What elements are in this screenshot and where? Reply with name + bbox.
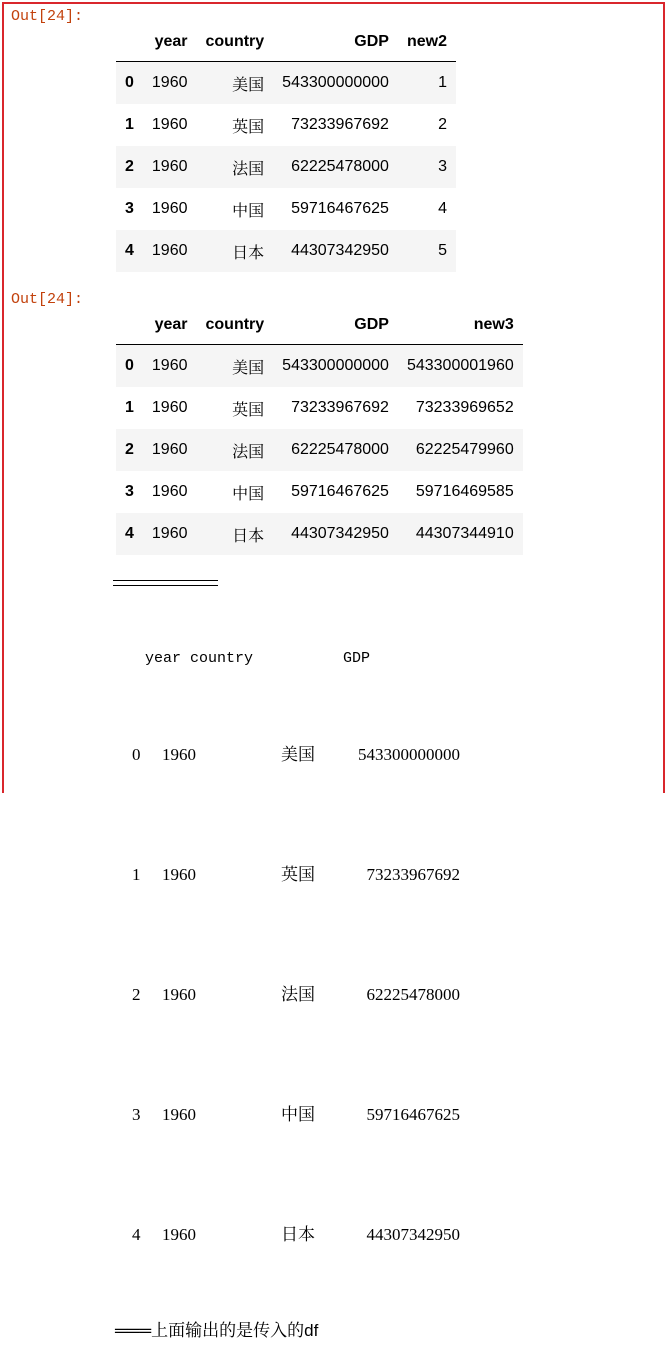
output-prompt-1: Out[24]: bbox=[11, 8, 84, 25]
column-header: new3 bbox=[398, 305, 523, 345]
column-header: country bbox=[197, 22, 274, 62]
new3-cell: 59716469585 bbox=[415, 483, 514, 500]
new2-cell: 5 bbox=[438, 242, 447, 259]
row-index: 1 bbox=[125, 116, 134, 133]
gdp-cell: 44307342950 bbox=[291, 525, 389, 542]
year-cell: 1960 bbox=[151, 483, 188, 500]
column-header: new2 bbox=[398, 22, 456, 62]
column-header: GDP bbox=[273, 22, 398, 62]
year-cell: 1960 bbox=[151, 74, 188, 91]
printed-year: 1960 bbox=[162, 745, 196, 764]
country-cell: 日本 bbox=[232, 244, 265, 262]
row-index: 1 bbox=[125, 399, 134, 416]
year-cell: 1960 bbox=[151, 158, 188, 175]
new3-cell: 543300001960 bbox=[406, 357, 514, 374]
printed-footer: ═══上面输出的是传入的df bbox=[115, 1321, 319, 1340]
column-header: GDP bbox=[273, 305, 398, 345]
output-prompt-2: Out[24]: bbox=[11, 291, 84, 308]
new2-cell: 3 bbox=[438, 158, 447, 175]
country-cell: 英国 bbox=[232, 118, 265, 136]
printed-row bbox=[115, 839, 460, 911]
printed-header: year country GDP bbox=[145, 650, 371, 667]
column-header: year bbox=[143, 305, 197, 345]
new2-cell: 1 bbox=[438, 74, 447, 91]
new3-cell: 44307344910 bbox=[415, 525, 514, 542]
printed-row bbox=[115, 1079, 460, 1151]
printed-gdp: 543300000000 bbox=[358, 745, 460, 764]
country-cell: 日本 bbox=[232, 527, 265, 545]
printed-row bbox=[115, 1199, 460, 1271]
gdp-cell: 73233967692 bbox=[291, 116, 389, 133]
year-cell: 1960 bbox=[151, 200, 188, 217]
gdp-cell: 62225478000 bbox=[291, 158, 389, 175]
gdp-cell: 59716467625 bbox=[291, 483, 389, 500]
table-row bbox=[116, 429, 523, 471]
separator-rule bbox=[113, 580, 218, 586]
gdp-cell: 44307342950 bbox=[291, 242, 389, 259]
printed-country: 法国 bbox=[281, 985, 315, 1004]
printed-gdp: 59716467625 bbox=[366, 1105, 460, 1124]
country-cell: 美国 bbox=[232, 359, 265, 377]
country-cell: 法国 bbox=[232, 443, 265, 461]
country-cell: 法国 bbox=[232, 160, 265, 178]
gdp-cell: 73233967692 bbox=[291, 399, 389, 416]
year-cell: 1960 bbox=[151, 357, 188, 374]
printed-index: 3 bbox=[132, 1105, 141, 1124]
table-row bbox=[116, 188, 456, 230]
new2-cell: 2 bbox=[438, 116, 447, 133]
column-header: country bbox=[197, 305, 274, 345]
row-index: 2 bbox=[125, 158, 134, 175]
new3-cell: 62225479960 bbox=[415, 441, 514, 458]
printed-dataframe bbox=[115, 599, 460, 1367]
dataframe-table-1 bbox=[116, 22, 456, 272]
row-index: 0 bbox=[125, 357, 134, 374]
table-row bbox=[116, 513, 523, 555]
gdp-cell: 59716467625 bbox=[291, 200, 389, 217]
printed-row bbox=[115, 959, 460, 1031]
row-index: 4 bbox=[125, 525, 134, 542]
table-row bbox=[116, 387, 523, 429]
country-cell: 英国 bbox=[232, 401, 265, 419]
printed-index: 4 bbox=[132, 1225, 141, 1244]
printed-year: 1960 bbox=[162, 985, 196, 1004]
table-row bbox=[116, 62, 456, 105]
gdp-cell: 62225478000 bbox=[291, 441, 389, 458]
country-cell: 美国 bbox=[232, 76, 265, 94]
printed-index: 2 bbox=[132, 985, 141, 1004]
year-cell: 1960 bbox=[151, 242, 188, 259]
printed-row bbox=[115, 719, 460, 791]
table-row bbox=[116, 230, 456, 272]
dataframe-table-2 bbox=[116, 305, 523, 555]
printed-gdp: 73233967692 bbox=[366, 865, 460, 884]
country-cell: 中国 bbox=[232, 202, 265, 220]
printed-year: 1960 bbox=[162, 1105, 196, 1124]
printed-country: 英国 bbox=[281, 865, 315, 884]
printed-country: 日本 bbox=[281, 1225, 315, 1244]
index-header bbox=[116, 22, 143, 62]
row-index: 3 bbox=[125, 200, 134, 217]
new3-cell: 73233969652 bbox=[415, 399, 514, 416]
printed-gdp: 62225478000 bbox=[366, 985, 460, 1004]
country-cell: 中国 bbox=[232, 485, 265, 503]
printed-index: 1 bbox=[132, 865, 141, 884]
table-row bbox=[116, 345, 523, 388]
printed-country: 美国 bbox=[281, 745, 315, 764]
row-index: 2 bbox=[125, 441, 134, 458]
year-cell: 1960 bbox=[151, 116, 188, 133]
row-index: 0 bbox=[125, 74, 134, 91]
gdp-cell: 543300000000 bbox=[282, 74, 389, 91]
row-index: 3 bbox=[125, 483, 134, 500]
table-row bbox=[116, 146, 456, 188]
year-cell: 1960 bbox=[151, 441, 188, 458]
year-cell: 1960 bbox=[151, 525, 188, 542]
table-row bbox=[116, 104, 456, 146]
table-row bbox=[116, 471, 523, 513]
printed-year: 1960 bbox=[162, 865, 196, 884]
gdp-cell: 543300000000 bbox=[282, 357, 389, 374]
printed-gdp: 44307342950 bbox=[366, 1225, 460, 1244]
printed-year: 1960 bbox=[162, 1225, 196, 1244]
new2-cell: 4 bbox=[438, 200, 447, 217]
table-header-row bbox=[116, 22, 456, 62]
printed-country: 中国 bbox=[281, 1105, 315, 1124]
printed-index: 0 bbox=[132, 745, 141, 764]
table-header-row bbox=[116, 305, 523, 345]
index-header bbox=[116, 305, 143, 345]
row-index: 4 bbox=[125, 242, 134, 259]
year-cell: 1960 bbox=[151, 399, 188, 416]
column-header: year bbox=[143, 22, 197, 62]
